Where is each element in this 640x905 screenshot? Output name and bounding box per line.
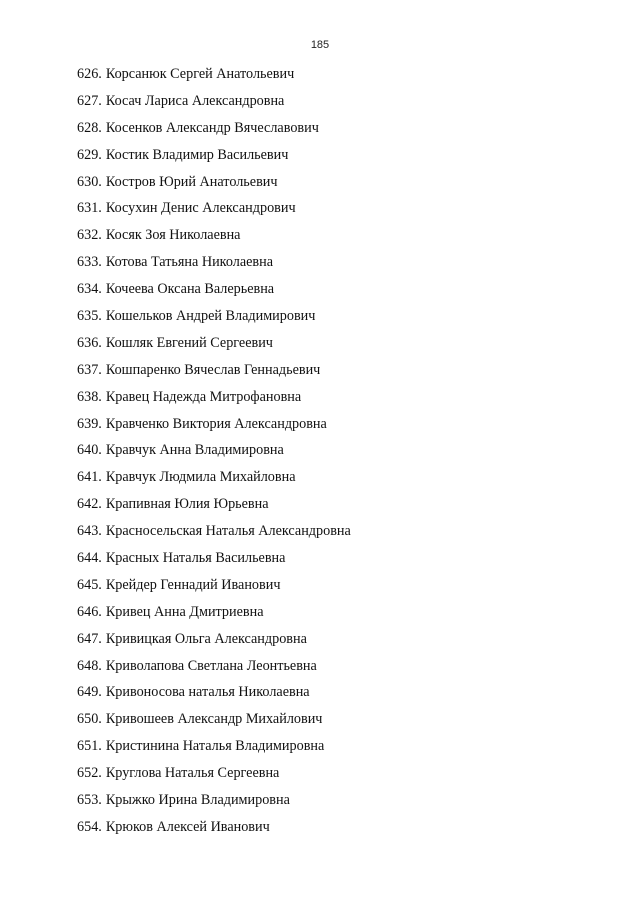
list-item [77, 332, 351, 359]
entry-number: 631. [77, 200, 102, 217]
page-number: 185 [310, 39, 330, 51]
entry-number: 644. [77, 550, 102, 567]
entry-number: 636. [77, 334, 102, 351]
name-list [77, 63, 351, 843]
list-item [77, 466, 351, 493]
entry-name: Косенков Александр Вячеславович [105, 119, 319, 136]
list-item [77, 359, 351, 386]
entry-number: 640. [77, 442, 102, 459]
entry-number: 635. [77, 308, 102, 325]
list-item [77, 90, 351, 117]
list-item [77, 601, 351, 628]
entry-name: Красных Наталья Васильевна [105, 550, 286, 567]
entry-number: 633. [77, 254, 102, 271]
entry-number: 628. [77, 119, 102, 136]
list-item [77, 144, 351, 171]
entry-number: 652. [77, 765, 102, 782]
entry-name: Костик Владимир Васильевич [105, 146, 289, 163]
entry-name: Крыжко Ирина Владимировна [105, 792, 290, 809]
list-item [77, 386, 351, 413]
entry-name: Кравец Надежда Митрофановна [105, 388, 302, 405]
list-item [77, 493, 351, 520]
entry-number: 654. [77, 818, 102, 835]
entry-number: 647. [77, 630, 102, 647]
list-item [77, 63, 351, 90]
entry-name: Кравчук Анна Владимировна [105, 442, 284, 459]
list-item [77, 628, 351, 655]
list-item [77, 762, 351, 789]
list-item [77, 305, 351, 332]
entry-number: 649. [77, 684, 102, 701]
entry-name: Крюков Алексей Иванович [105, 818, 270, 835]
list-item [77, 735, 351, 762]
entry-name: Кравченко Виктория Александровна [105, 415, 327, 432]
entry-name: Косяк Зоя Николаевна [105, 227, 241, 244]
entry-number: 650. [77, 711, 102, 728]
entry-name: Круглова Наталья Сергеевна [105, 765, 280, 782]
entry-name: Косухин Денис Александрович [105, 200, 296, 217]
list-item [77, 439, 351, 466]
entry-name: Косач Лариса Александровна [105, 92, 285, 109]
entry-name: Крапивная Юлия Юрьевна [105, 496, 269, 513]
list-item [77, 413, 351, 440]
entry-name: Кравчук Людмила Михайловна [105, 469, 296, 486]
entry-number: 627. [77, 92, 102, 109]
entry-name: Красносельская Наталья Александровна [105, 523, 351, 540]
entry-name: Кристинина Наталья Владимировна [105, 738, 325, 755]
entry-number: 639. [77, 415, 102, 432]
entry-number: 641. [77, 469, 102, 486]
entry-number: 646. [77, 603, 102, 620]
entry-name: Кривицкая Ольга Александровна [105, 630, 307, 647]
entry-number: 626. [77, 66, 102, 82]
entry-name: Кривец Анна Дмитриевна [105, 603, 264, 620]
entry-number: 648. [77, 657, 102, 674]
entry-name: Кошляк Евгений Сергеевич [105, 334, 273, 351]
list-item [77, 574, 351, 601]
entry-name: Криволапова Светлана Леонтьевна [105, 657, 317, 674]
entry-number: 642. [77, 496, 102, 513]
entry-name: Кривошеев Александр Михайлович [105, 711, 323, 728]
entry-number: 651. [77, 738, 102, 755]
list-item [77, 197, 351, 224]
list-item [77, 816, 351, 843]
entry-name: Кочеева Оксана Валерьевна [105, 281, 275, 298]
list-item [77, 708, 351, 735]
entry-number: 653. [77, 792, 102, 809]
entry-number: 637. [77, 361, 102, 378]
entry-name: Котова Татьяна Николаевна [105, 254, 274, 271]
list-item [77, 789, 351, 816]
entry-name: Кошельков Андрей Владимирович [105, 308, 316, 325]
list-item [77, 278, 351, 305]
list-item [77, 520, 351, 547]
list-item [77, 171, 351, 198]
list-item [77, 251, 351, 278]
entry-name: Кривоносова наталья Николаевна [105, 684, 310, 701]
entry-number: 629. [77, 146, 102, 163]
entry-number: 638. [77, 388, 102, 405]
entry-name: Корсанюк Сергей Анатольевич [105, 66, 295, 82]
list-item [77, 547, 351, 574]
list-item [77, 655, 351, 682]
entry-name: Крейдер Геннадий Иванович [105, 576, 281, 593]
entry-number: 630. [77, 173, 102, 190]
entry-number: 634. [77, 281, 102, 298]
entry-number: 645. [77, 576, 102, 593]
list-item [77, 117, 351, 144]
entry-number: 643. [77, 523, 102, 540]
list-item [77, 224, 351, 251]
entry-number: 632. [77, 227, 102, 244]
list-item [77, 681, 351, 708]
entry-name: Кошпаренко Вячеслав Геннадьевич [105, 361, 321, 378]
entry-name: Костров Юрий Анатольевич [105, 173, 278, 190]
